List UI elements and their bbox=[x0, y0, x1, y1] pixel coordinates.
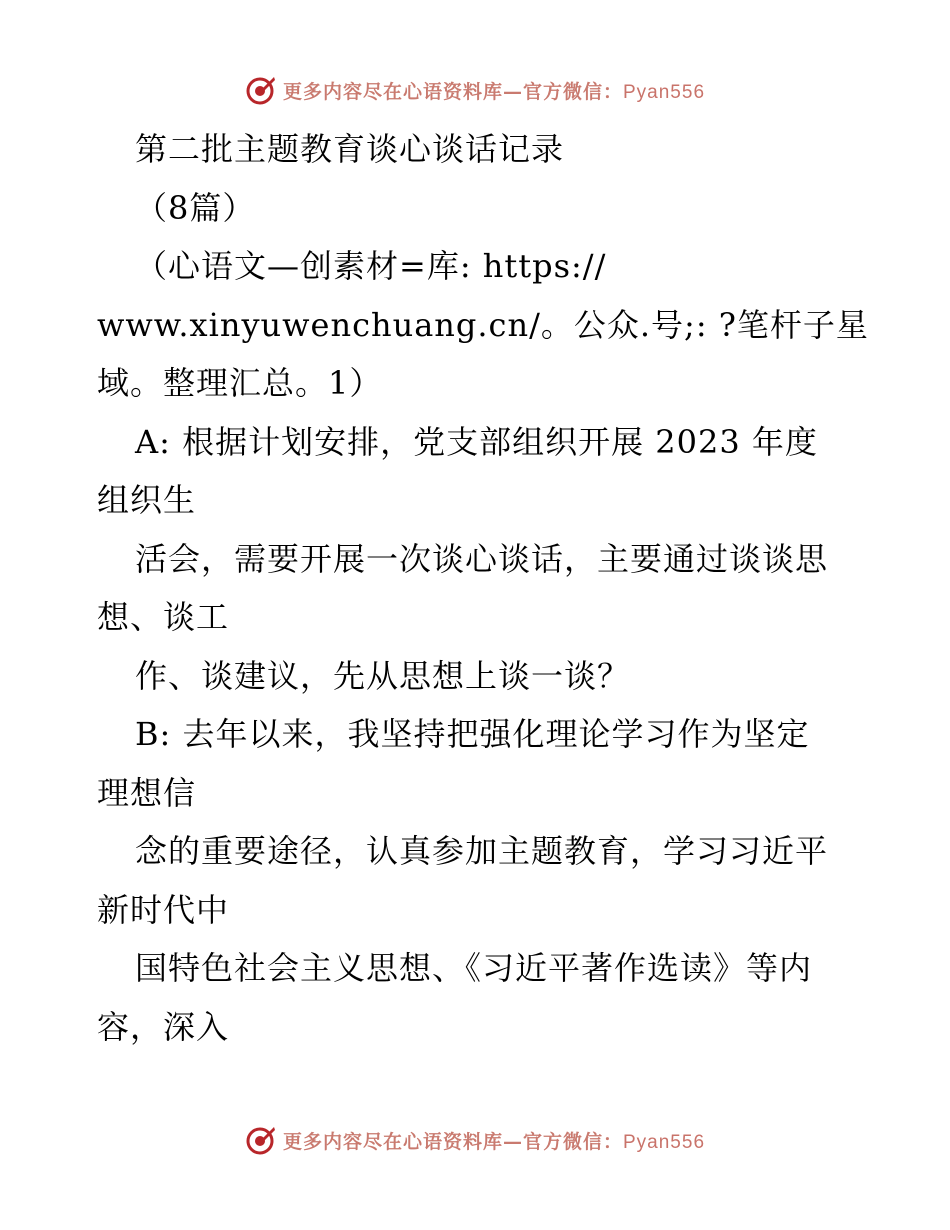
text-line: 作、谈建议，先从思想上谈一谈？ bbox=[135, 656, 631, 695]
header-banner-id: Pyan556 bbox=[623, 81, 706, 103]
text-line: www.xinyuwenchuang.cn/。公众.号;: ?笔杆子星 bbox=[97, 305, 869, 344]
text-line: 组织生 bbox=[97, 481, 197, 519]
footer-banner bbox=[0, 1120, 950, 1160]
header-banner-text: 更多内容尽在心语资料库—官方微信：Pyan556 bbox=[282, 80, 706, 103]
text-line: 国特色社会主义思想、《习近平著作选读》等内 bbox=[135, 949, 813, 987]
text-line: 理想信 bbox=[97, 773, 197, 812]
text-line: 活会，需要开展一次谈心谈话，主要通过谈谈思 bbox=[135, 539, 829, 578]
footer-banner-text: 更多内容尽在心语资料库—官方微信：Pyan556 bbox=[282, 1130, 706, 1153]
header-banner bbox=[0, 70, 950, 110]
text-line: 念的重要途径，认真参加主题教育，学习习近平 bbox=[135, 832, 829, 870]
text-line: A: 根据计划安排，党支部组织开展 2023 年度 bbox=[135, 422, 818, 461]
quill-logo-icon bbox=[245, 1124, 277, 1156]
text-line: B: 去年以来，我坚持把强化理论学习作为坚定 bbox=[135, 715, 810, 753]
text-line: 域。整理汇总。1） bbox=[97, 364, 383, 402]
quill-logo-icon bbox=[245, 74, 277, 106]
text-line: 想、谈工 bbox=[97, 598, 230, 636]
footer-banner-id: Pyan556 bbox=[623, 1131, 706, 1153]
text-line: 新时代中 bbox=[97, 890, 230, 929]
document-body bbox=[97, 120, 869, 1056]
document-subtitle: （8篇） bbox=[135, 188, 256, 227]
document-title: 第二批主题教育谈心谈话记录 bbox=[135, 130, 565, 168]
text-line: （心语文—创素材=库: https:// bbox=[135, 247, 607, 285]
text-line: 容，深入 bbox=[97, 1007, 230, 1046]
